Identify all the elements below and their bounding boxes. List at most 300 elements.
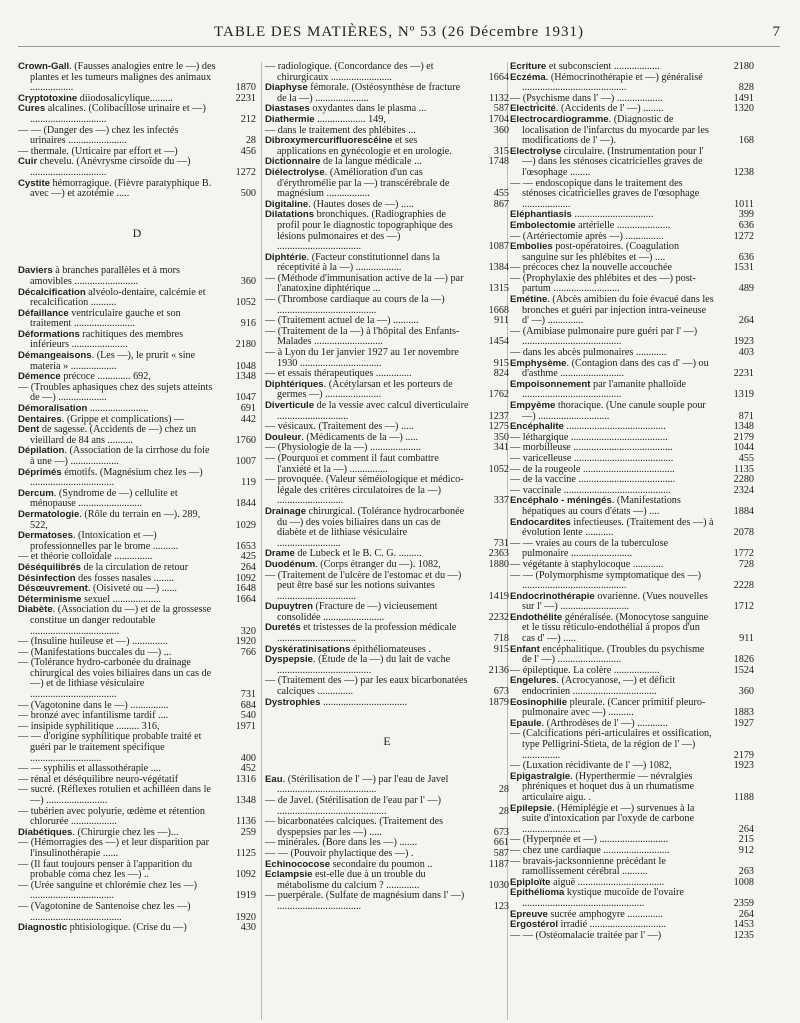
entry-page-ref: 1316 — [235, 773, 256, 785]
entry-term: Eléphantiasis — [510, 209, 572, 221]
entry-text: bronchiques. (Radiographies de profil pour le diagnostic topographique des lésions pulmonaires et des —) ................................. — [277, 209, 453, 253]
entry-text: . (Amélioration d'un cas d'érythromélie par la —) transcérébrale de magnésium ................. — [277, 166, 450, 200]
entry-text: — — endoscopique dans le traitement des sténoses cicatricielles graves de l'œsophage ................... — [510, 177, 700, 210]
entry-text: — — vraies au cours de la tuberculose pulmonaire ........................ — [510, 537, 669, 560]
entry-term: Dermatologie — [18, 508, 80, 520]
entry-text: des fosses nasales ........ — [75, 572, 175, 584]
entry-page-ref: 828 — [738, 82, 754, 94]
index-entry — [18, 838, 256, 859]
index-entry — [510, 804, 754, 836]
entry-term: Drame — [265, 548, 295, 560]
entry-term: Engelures — [510, 675, 557, 687]
entry-text: ....................... — [87, 403, 149, 415]
entry-page-ref: 1125 — [236, 847, 256, 859]
entry-text: irradié .............................. — [557, 919, 667, 931]
entry-page-ref: 1883 — [733, 707, 754, 719]
entry-page-ref: 2228 — [733, 580, 754, 592]
entry-text: épithéliomateuses . — [350, 643, 431, 655]
entry-text: chevelu. (Anévrysme cirsoïde du —) .............................. — [30, 156, 191, 178]
entry-term: Déséquilibrés — [18, 561, 81, 573]
entry-text: . (Acrocyanose, —) et déficit endocrinien ................................. — [522, 675, 676, 698]
entry-text: — provoquée. (Valeur séméiologique et médico-légale des critères circulatoires de la —) .......................... — [265, 474, 464, 507]
entry-text: — (Traitement des —) par les eaux bicarbonatées calciques .............. — [265, 675, 468, 698]
entry-text: . (Arthrodèses de l' —) ............ — [541, 717, 668, 729]
entry-text: . (Syndrome de —) cellulite et ménopause ......................... — [30, 487, 178, 510]
entry-term: Drainage — [265, 505, 307, 517]
entry-text: — précoces chez la nouvelle accouchée — [510, 262, 673, 274]
index-entry — [18, 309, 256, 330]
index-entry — [510, 327, 754, 348]
index-entry — [265, 655, 509, 676]
entry-text: . (Les —), le prurit « sine materia » .................. — [30, 350, 196, 372]
index-entry — [18, 104, 256, 125]
entry-page-ref: 1136 — [236, 816, 256, 828]
entry-page-ref: 673 — [493, 686, 509, 698]
entry-text: ....................................... — [563, 421, 666, 433]
entry-text: — puerpérale. (Sulfate de magnésium dans l' —) ................................. — [265, 890, 465, 912]
entry-page-ref: 215 — [738, 834, 754, 846]
entry-page-ref: 1927 — [733, 717, 754, 729]
entry-term: Electricité — [510, 103, 556, 115]
entry-page-ref: 320 — [240, 625, 256, 637]
entry-page-ref: 1712 — [733, 601, 754, 613]
entry-term: Dyskératinisations — [265, 643, 351, 655]
index-entry — [510, 931, 754, 942]
entry-text: . (Accidents de l' —) ........ — [555, 103, 664, 115]
index-entry — [510, 676, 754, 697]
entry-page-ref: 2180 — [733, 62, 754, 72]
entry-page-ref: 168 — [738, 135, 754, 147]
entry-page-ref: 915 — [493, 357, 509, 369]
entry-page-ref: 1275 — [488, 421, 509, 433]
entry-term: Diagnostic — [18, 922, 68, 934]
entry-text: infectieuses. (Traitement des —) à évolution lente ........... — [522, 516, 714, 539]
entry-page-ref: 360 — [493, 124, 509, 136]
entry-page-ref: 1531 — [733, 262, 754, 274]
index-entry — [265, 796, 509, 817]
index-entry — [18, 605, 256, 637]
entry-text: . (Intoxication et —) professionnelles par le brome .......... — [30, 530, 179, 552]
index-entry — [265, 454, 509, 475]
entry-text: — (Traitement actuel de la —) .......... — [265, 315, 419, 327]
entry-page-ref: 1880 — [488, 558, 509, 570]
entry-page-ref: 1453 — [733, 919, 754, 931]
entry-text: — (Vagotonine dans le —) ............... — [18, 699, 169, 711]
entry-text: — (Troubles aphasiques chez des sujets atteints de —) ................... — [18, 381, 213, 404]
entry-text: — (Urée sanguine et chlorémie chez les —) ................................. — [18, 879, 198, 902]
index-entry — [265, 295, 509, 316]
index-entry — [510, 698, 754, 719]
entry-text: (Fracture de —) vicieusement consolidée ........................ — [277, 601, 438, 623]
entry-page-ref: 1187 — [489, 858, 509, 870]
entry-page-ref: 1272 — [235, 166, 256, 178]
entry-term: Eau — [265, 773, 283, 785]
entry-text: chirurgical. (Tolérance hydrocarbonée du —) des voies biliaires dans un cas de diabète et de lithiase vésiculaire ......................... — [277, 505, 465, 549]
entry-page-ref: 360 — [240, 275, 256, 287]
entry-text: circulaire. (Instrumentation pour l' —) dans les sténoses cicatricielles graves de l'œsophage ........ — [522, 145, 704, 178]
index-entry — [510, 857, 754, 878]
index-entry — [265, 676, 509, 697]
entry-page-ref: 2136 — [488, 664, 509, 676]
index-entry — [18, 785, 256, 806]
index-entry — [18, 468, 256, 489]
entry-text: est-elle due à un trouble du métabolisme du calcium ? ............. — [277, 869, 426, 891]
entry-term: Diabétiques — [18, 826, 73, 838]
entry-page-ref: 1923 — [733, 336, 754, 348]
entry-term: Endocardites — [510, 516, 571, 528]
entry-text: . (Corps étranger du —). 1082, — [315, 558, 441, 570]
entry-text: . (Abcès amibien du foie évacué dans les bronches et guéri par injection intra-veineuse d' —) .............. — [522, 294, 714, 327]
entry-page-ref: 766 — [240, 646, 256, 658]
entry-page-ref: 540 — [240, 710, 256, 722]
entry-text: ovarienne. (Vues nouvelles sur l' —) ........................... — [522, 590, 708, 613]
entry-page-ref: 1092 — [235, 572, 256, 584]
entry-page-ref: 1491 — [733, 92, 754, 104]
entry-page-ref: 1132 — [489, 92, 509, 104]
entry-term: Dentaires — [18, 413, 62, 425]
entry-page-ref: 1653 — [235, 540, 256, 552]
index-entry — [18, 510, 256, 531]
entry-page-ref: 1668 — [488, 304, 509, 316]
entry-text: — dans le traitement des phlébites ... — [265, 124, 416, 136]
entry-page-ref: 673 — [493, 826, 509, 838]
index-entry — [510, 359, 754, 380]
entry-text: fémorale. (Ostéosynthèse de fracture de la —) ..................... — [277, 82, 461, 104]
entry-term: Démoralisation — [18, 403, 88, 415]
index-entry — [510, 729, 754, 761]
entry-text: ................................. — [320, 696, 408, 708]
entry-page-ref: 915 — [493, 643, 509, 655]
page-header — [18, 24, 780, 47]
entry-page-ref: 587 — [493, 847, 509, 859]
entry-text: oxydantes dans le plasma ... — [309, 103, 427, 115]
entry-term: Duodénum — [265, 558, 316, 570]
entry-text: de la vessie avec calcul diverticulaire ............................ — [277, 400, 469, 422]
entry-text: sucrée amphogyre .............. — [547, 908, 664, 920]
index-column-1 — [18, 62, 256, 1020]
entry-page-ref: 728 — [738, 558, 754, 570]
index-entry — [18, 860, 256, 881]
entry-text: . (Hémocrinothérapie et —) généralisé ......................................... — [522, 71, 703, 94]
entry-term: Défaillance — [18, 307, 69, 319]
entry-text: à branches parallèles et à mors amovibles ......................... — [30, 265, 180, 287]
entry-text: et tristesses de la profession médicale ............................... — [277, 622, 457, 645]
entry-text: — tubérien avec polyurie, œdème et rétention chlorurée .................. — [18, 805, 205, 828]
entry-page-ref: 2231 — [733, 368, 754, 380]
entry-text: ............................... — [571, 209, 654, 221]
index-entry — [510, 179, 754, 211]
entry-page-ref: 1052 — [488, 463, 509, 475]
entry-page-ref: 1762 — [488, 389, 509, 401]
entry-text: — (Tolérance hydro-carbonée du drainage chirurgical des voies biliaires dans un cas de —) et de lithiase vésiculaire .................................. — [18, 657, 212, 701]
entry-term: Diabète — [18, 604, 53, 616]
entry-text: — (Manifestations buccales du —) ... — [18, 646, 172, 658]
entry-text: et ses applications en gynécologie et en urologie. — [277, 135, 452, 157]
entry-page-ref: 1748 — [488, 156, 509, 168]
index-entry — [18, 881, 256, 902]
entry-term: Emétine — [510, 294, 548, 306]
entry-term: Encéphalite — [510, 421, 564, 433]
index-entry — [265, 507, 509, 549]
entry-page-ref: 1008 — [733, 876, 754, 888]
entry-term: Ecriture — [510, 62, 547, 72]
entry-page-ref: 123 — [493, 900, 509, 912]
index-entry — [18, 351, 256, 372]
entry-text: — bronzé avec infantilisme tardif .... — [18, 710, 169, 722]
entry-text: pleurale. (Cancer primitif pleuro-pulmonaire avec —) .......... — [522, 696, 706, 719]
entry-term: Cuir — [18, 156, 38, 168]
index-entry — [510, 571, 754, 592]
entry-text: phtisiologique. (Crise du —) — [67, 922, 187, 934]
entry-page-ref: 360 — [738, 686, 754, 698]
entry-page-ref: 28 — [498, 805, 509, 817]
index-entry — [18, 330, 256, 351]
entry-term: Encéphalo - méningés — [510, 495, 612, 507]
entry-text: — bravais-jacksonnienne précédant le ramollissement cérébral .......... — [510, 855, 666, 878]
entry-page-ref: 1348 — [733, 421, 754, 433]
entry-text: artérielle ..................... — [575, 219, 671, 231]
entry-page-ref: 1524 — [733, 664, 754, 676]
entry-text: ................... 149, — [314, 113, 386, 125]
entry-page-ref: 455 — [738, 452, 754, 464]
entry-page-ref: 1704 — [488, 113, 509, 125]
entry-text: précoce ............. 692, — [60, 371, 151, 383]
entry-term: Dystrophies — [265, 696, 321, 708]
entry-text: de Lubeck et le B. C. G. ......... — [294, 548, 422, 560]
index-column-2 — [265, 62, 509, 1020]
entry-page-ref: 2231 — [235, 92, 256, 104]
entry-term: Démangeaisons — [18, 350, 92, 362]
entry-page-ref: 430 — [240, 922, 256, 934]
entry-text: — minérales. (Bore dans les —) ....... — [265, 837, 418, 849]
entry-text: de la langue médicale ... — [320, 156, 422, 168]
entry-term: Electrolyse — [510, 145, 562, 157]
entry-page-ref: 1315 — [488, 283, 509, 295]
entry-page-ref: 684 — [240, 699, 256, 711]
entry-text: — vésicaux. (Traitement des —) ..... — [265, 421, 414, 433]
entry-text: — (Pourquoi et comment il faut combattre l'anxiété et la —) ............... — [265, 452, 439, 475]
entry-term: Endothélite — [510, 611, 563, 623]
entry-page-ref: 28 — [498, 784, 509, 796]
entry-page-ref: 425 — [240, 551, 256, 563]
entry-term: Déterminisme — [18, 593, 82, 605]
entry-text: — (Méthode d'immunisation active de la —) par l'anatoxine diphtérique ... — [265, 272, 464, 295]
entry-term: Dyspepsie — [265, 654, 313, 666]
entry-text: — et théorie colloïdale ............... — [18, 551, 153, 563]
entry-page-ref: 1879 — [488, 696, 509, 708]
entry-text: — (Prophylaxie des phlébites et des —) post-partum .......................... — [510, 272, 696, 295]
entry-text: . (Hémiplégie et —) survenues à la suite d'intoxication par l'oxyde de carbone ....................... — [522, 802, 695, 835]
entry-page-ref: 1048 — [235, 360, 256, 372]
entry-text: — et essais thérapeutiques .............. — [265, 368, 412, 380]
entry-text: émotifs. (Magnésium chez les —) ................................. — [30, 466, 203, 489]
entry-page-ref: 452 — [240, 763, 256, 775]
index-entry — [265, 623, 509, 644]
entry-text: post-opératoires. (Coagulation sanguine sur les phlébites et —) .... — [522, 241, 680, 263]
entry-text: . (Association de la cirrhose du foie à une —) ................... — [30, 445, 210, 467]
entry-page-ref: 264 — [738, 823, 754, 835]
entry-term: Electrocardiogramme — [510, 113, 609, 125]
index-entry — [265, 168, 509, 200]
entry-term: Diélectrolyse — [265, 166, 325, 178]
entry-term: Cures — [18, 103, 46, 115]
index-entry — [18, 157, 256, 178]
entry-page-ref: 2078 — [733, 527, 754, 539]
entry-text: . (Association du —) et de la grossesse constitue un danger redoutable ................................... — [30, 604, 212, 637]
entry-term: Décalcification — [18, 286, 86, 298]
entry-term: Cryptotoxine — [18, 92, 78, 104]
index-entry — [265, 348, 509, 369]
index-entry — [510, 242, 754, 263]
entry-text: . (Étude de la —) du lait de vache ..................................... — [277, 654, 451, 676]
entry-text: hémorragique. (Fièvre paratyphique B. avec —) et azotémie ..... — [30, 177, 212, 200]
entry-term: Eczéma — [510, 71, 546, 83]
entry-text: . (Stérilisation de l' —) par l'eau de Javel ....................................... — [277, 773, 449, 796]
entry-text: secondaire du poumon .. — [330, 858, 433, 870]
index-entry — [510, 115, 754, 147]
page-number: 7 — [772, 24, 780, 40]
index-entry — [265, 891, 509, 912]
entry-page-ref: 1419 — [488, 590, 509, 602]
entry-page-ref: 400 — [240, 752, 256, 764]
entry-term: Ergostérol — [510, 919, 558, 931]
entry-text: — de Javel. (Stérilisation de l'eau par l' —) ........................................... — [265, 795, 441, 817]
entry-text: aiguë .................................. — [550, 876, 665, 888]
entry-text: — vaccinale .......................................... — [510, 484, 671, 496]
entry-page-ref: 636 — [738, 251, 754, 263]
entry-text: — (Hyperpnée et —) ........................... — [510, 834, 669, 846]
index-entry — [510, 147, 754, 179]
entry-text: alcalines. (Colibacillose urinaire et —) .............................. — [30, 103, 206, 125]
index-entry — [510, 539, 754, 560]
entry-text: — à Lyon du 1er janvier 1927 au 1er novembre 1930 ................................ — [265, 347, 459, 369]
index-entry — [265, 62, 509, 83]
entry-term: Dépilation — [18, 445, 65, 457]
entry-page-ref: 2363 — [488, 548, 509, 560]
entry-text: . (Chirurgie chez les —)... — [72, 826, 179, 838]
entry-text: — (Hémorragies des —) et leur disparition par l'insulinothérapie ...... — [18, 837, 209, 859]
entry-text: — insipide syphilitique ......... 316, — [18, 720, 160, 732]
entry-text: — (Calcifications péri-articulaires et ossification, type Pelligrini-Stieta, de la région de l' —) ............... — [510, 728, 712, 761]
entry-page-ref: 1664 — [235, 593, 256, 605]
entry-text: . (Rôle du terrain en —). 289, 522, — [30, 508, 201, 531]
entry-page-ref: 731 — [493, 537, 509, 549]
entry-term: Diphtérie — [265, 251, 307, 263]
entry-page-ref: 1919 — [235, 890, 256, 902]
entry-page-ref: 1044 — [733, 442, 754, 454]
index-entry — [265, 83, 509, 104]
entry-text: de la circulation de retour — [80, 561, 189, 573]
index-entry — [265, 380, 509, 401]
entry-text: — (Insuline huileuse et —) .............. — [18, 636, 168, 648]
entry-page-ref: 1772 — [733, 548, 754, 560]
entry-text: . (Oisiveté ou —) ...... — [87, 583, 177, 595]
entry-term: Digitaline — [265, 198, 309, 210]
entry-page-ref: 718 — [493, 633, 509, 645]
entry-term: Echinococose — [265, 858, 331, 870]
entry-page-ref: 264 — [738, 908, 754, 920]
entry-text: de sagesse. (Accidents de —) chez un vieillard de 84 ans .......... — [30, 424, 197, 446]
entry-page-ref: 911 — [494, 315, 509, 327]
entry-page-ref: 2232 — [488, 611, 509, 623]
entry-text: — dans les abcès pulmonaires ............ — [510, 347, 667, 359]
entry-page-ref: 1272 — [733, 230, 754, 242]
index-entry — [18, 288, 256, 309]
index-entry — [265, 870, 509, 891]
entry-page-ref: 455 — [493, 188, 509, 200]
entry-term: Démence — [18, 371, 61, 383]
index-entry — [265, 253, 509, 274]
entry-term: Epreuve — [510, 908, 548, 920]
entry-page-ref: 264 — [240, 561, 256, 573]
entry-text: — (Il faut toujours penser à l'apparition du probable coma chez les —) .. — [18, 858, 193, 881]
entry-text: — (Luxation récidivante de l' —) 1082, — [510, 760, 672, 772]
entry-term: Dercum — [18, 487, 54, 499]
entry-text: — (Amibiase pulmonaire pure guéri par l' —) ....................................... — [510, 325, 698, 348]
entry-text: — — syphilis et allassothérapie .... — [18, 763, 161, 775]
entry-text: . (Hautes doses de —) ..... — [308, 198, 414, 210]
entry-page-ref: 1384 — [488, 262, 509, 274]
index-entry — [510, 274, 754, 295]
entry-text: — épileptique. La colère .................. — [510, 664, 660, 676]
index-entry — [510, 592, 754, 613]
index-entry — [510, 295, 754, 327]
entry-text: alvéolo-dentaire, calcémie et recalcification .......... — [30, 286, 206, 309]
entry-term: Déformations — [18, 328, 80, 340]
entry-text: . (Hyperthermie — névralgies phréniques et hoquet dus à un rhumatisme articulaire aigu. . — [522, 770, 695, 803]
entry-term: Diphtériques — [265, 378, 324, 390]
index-entry — [265, 327, 509, 348]
entry-page-ref: 2359 — [733, 897, 754, 909]
index-entry — [18, 531, 256, 552]
entry-text: . (Contagion dans des cas d' —) ou d'asthme ......................... — [522, 357, 709, 380]
entry-page-ref: 1030 — [488, 879, 509, 891]
entry-text: — thermale. (Urticaire par effort et —) — [18, 145, 178, 157]
entry-text: — (Thrombose cardiaque au cours de la —) ....................................... — [265, 294, 445, 316]
entry-page-ref: 1884 — [733, 505, 754, 517]
column-divider — [261, 62, 262, 1020]
index-entry — [18, 425, 256, 446]
entry-page-ref: 1870 — [235, 82, 256, 94]
entry-page-ref: 1047 — [235, 392, 256, 404]
entry-page-ref: 1971 — [235, 720, 256, 732]
entry-page-ref: 1007 — [235, 456, 256, 467]
entry-page-ref: 1188 — [734, 791, 754, 803]
index-entry — [510, 888, 754, 909]
index-entry — [265, 602, 509, 623]
entry-term: Daviers — [18, 265, 53, 277]
entry-text: kystique mucoïde de l'ovaire ................................................ — [522, 887, 684, 909]
entry-text: — morbilleuse ....................................... — [510, 442, 673, 454]
entry-page-ref: 315 — [493, 145, 509, 157]
entry-text: . (Grippe et complications) — — [61, 413, 185, 425]
entry-page-ref: 489 — [738, 283, 754, 295]
entry-text: — de la rougeole .................................... — [510, 463, 675, 475]
entry-page-ref: 867 — [493, 198, 509, 210]
index-entry — [265, 210, 509, 252]
entry-page-ref: 341 — [493, 442, 509, 454]
entry-text: sexuel ................... — [81, 593, 161, 605]
entry-term: Epilepsie — [510, 802, 553, 814]
index-entry — [510, 380, 754, 401]
entry-term: Douleur — [265, 431, 302, 443]
entry-term: Eclampsie — [265, 869, 313, 881]
entry-text: — radiologique. (Concordance des —) et chirurgicaux ........................ — [265, 62, 434, 83]
index-column-3 — [510, 62, 754, 1020]
entry-text: — (Vagotonine de Santenoise chez les —) .................................... — [18, 900, 191, 923]
entry-page-ref: 1320 — [733, 103, 754, 115]
entry-page-ref: 1923 — [733, 760, 754, 772]
